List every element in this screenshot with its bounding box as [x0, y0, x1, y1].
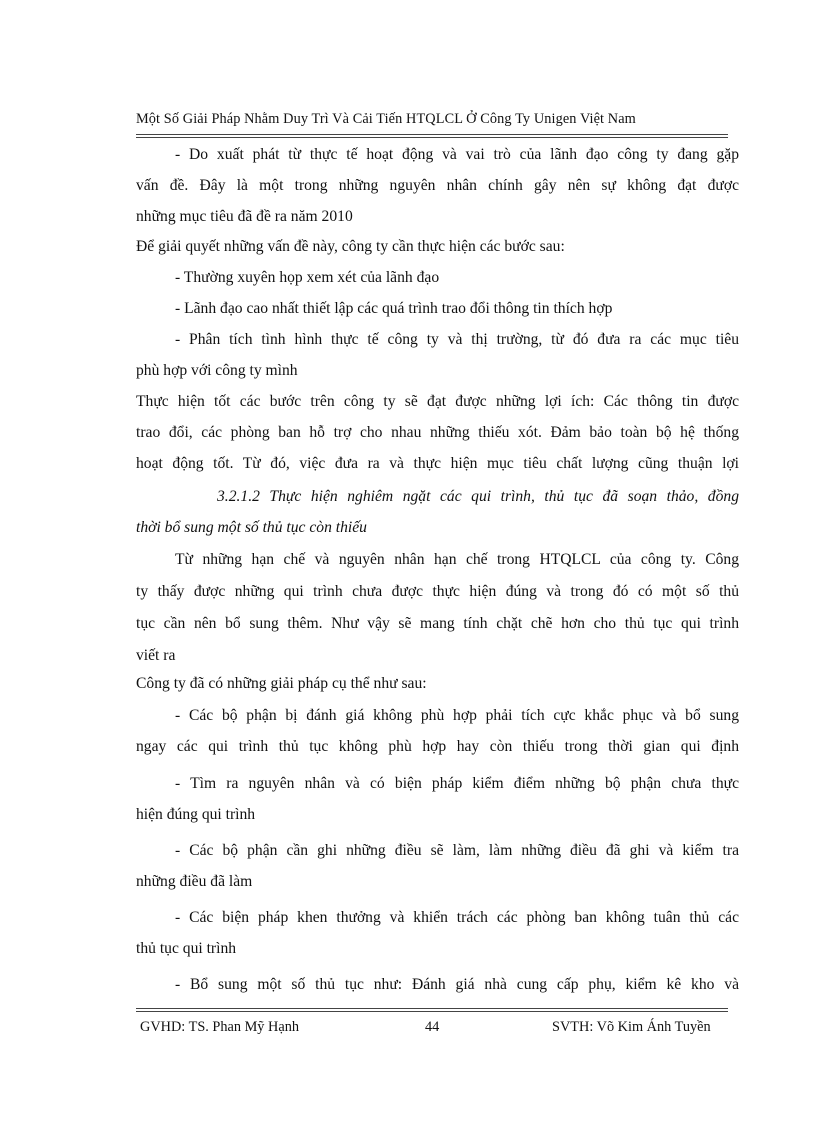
body-line: - Do xuất phát từ thực tế hoạt động và vai trò của lãnh đạo công ty đang gặp [175, 146, 739, 163]
body-line: ty thấy được những qui trình chưa được thực hiện đúng và trong đó có một số thủ [136, 583, 739, 600]
body-line: thủ tục qui trình [136, 940, 237, 957]
section-heading: 3.2.1.2 Thực hiện nghiêm ngặt các qui trình, thủ tục đã soạn thảo, đồng [217, 488, 739, 505]
body-line: tục cần nên bổ sung thêm. Như vậy sẽ mang tính chặt chẽ hơn cho thủ tục qui trình [136, 615, 739, 632]
body-line: Thực hiện tốt các bước trên công ty sẽ đạt được những lợi ích: Các thông tin được [136, 393, 739, 410]
body-line: những điều đã làm [136, 873, 253, 890]
header-rule-bottom [136, 137, 728, 138]
footer-student: SVTH: Võ Kim Ánh Tuyền [552, 1019, 711, 1035]
running-header: Một Số Giải Pháp Nhằm Duy Trì Và Cải Tiến HTQLCL Ở Công Ty Unigen Việt Nam [136, 111, 636, 127]
body-line: - Phân tích tình hình thực tế công ty và thị trường, từ đó đưa ra các mục tiêu [175, 331, 739, 348]
body-line: - Bổ sung một số thủ tục như: Đánh giá nhà cung cấp phụ, kiểm kê kho và [175, 976, 739, 993]
body-line: Từ những hạn chế và nguyên nhân hạn chế trong HTQLCL của công ty. Công [175, 551, 739, 568]
body-line: Để giải quyết những vấn đề này, công ty cần thực hiện các bước sau: [136, 238, 565, 255]
body-line: hiện đúng qui trình [136, 806, 256, 823]
header-rule-top [136, 134, 728, 135]
body-line: - Các bộ phận bị đánh giá không phù hợp phải tích cực khắc phục và bổ sung [175, 707, 739, 724]
page-number: 44 [425, 1019, 440, 1035]
body-line: ngay các qui trình thủ tục không phù hợp hay còn thiếu trong thời gian qui định [136, 738, 739, 755]
footer-rule-bottom [136, 1011, 728, 1012]
footer-rule-top [136, 1008, 728, 1009]
body-line: - Tìm ra nguyên nhân và có biện pháp kiểm điểm những bộ phận chưa thực [175, 775, 739, 792]
body-line: - Thường xuyên họp xem xét của lãnh đạo [175, 269, 440, 286]
body-line: Công ty đã có những giải pháp cụ thể như sau: [136, 675, 427, 692]
body-line: trao đổi, các phòng ban hỗ trợ cho nhau những thiếu xót. Đảm bảo toàn bộ hệ thống [136, 424, 739, 441]
section-heading-cont: thời bổ sung một số thủ tục còn thiếu [136, 519, 367, 536]
body-line: viết ra [136, 647, 176, 664]
body-line: - Các biện pháp khen thưởng và khiển trách các phòng ban không tuân thủ các [175, 909, 739, 926]
body-line: phù hợp với công ty mình [136, 362, 298, 379]
body-line: - Các bộ phận cần ghi những điều sẽ làm, làm những điều đã ghi và kiểm tra [175, 842, 739, 859]
body-line: vấn đề. Đây là một trong những nguyên nhân chính gây nên sự không đạt được [136, 177, 739, 194]
body-line: - Lãnh đạo cao nhất thiết lập các quá trình trao đổi thông tin thích hợp [175, 300, 613, 317]
body-line: những mục tiêu đã đề ra năm 2010 [136, 208, 353, 225]
footer-advisor: GVHD: TS. Phan Mỹ Hạnh [140, 1019, 299, 1035]
body-line: hoạt động tốt. Từ đó, việc đưa ra và thực hiện mục tiêu chất lượng cũng thuận lợi [136, 455, 739, 472]
